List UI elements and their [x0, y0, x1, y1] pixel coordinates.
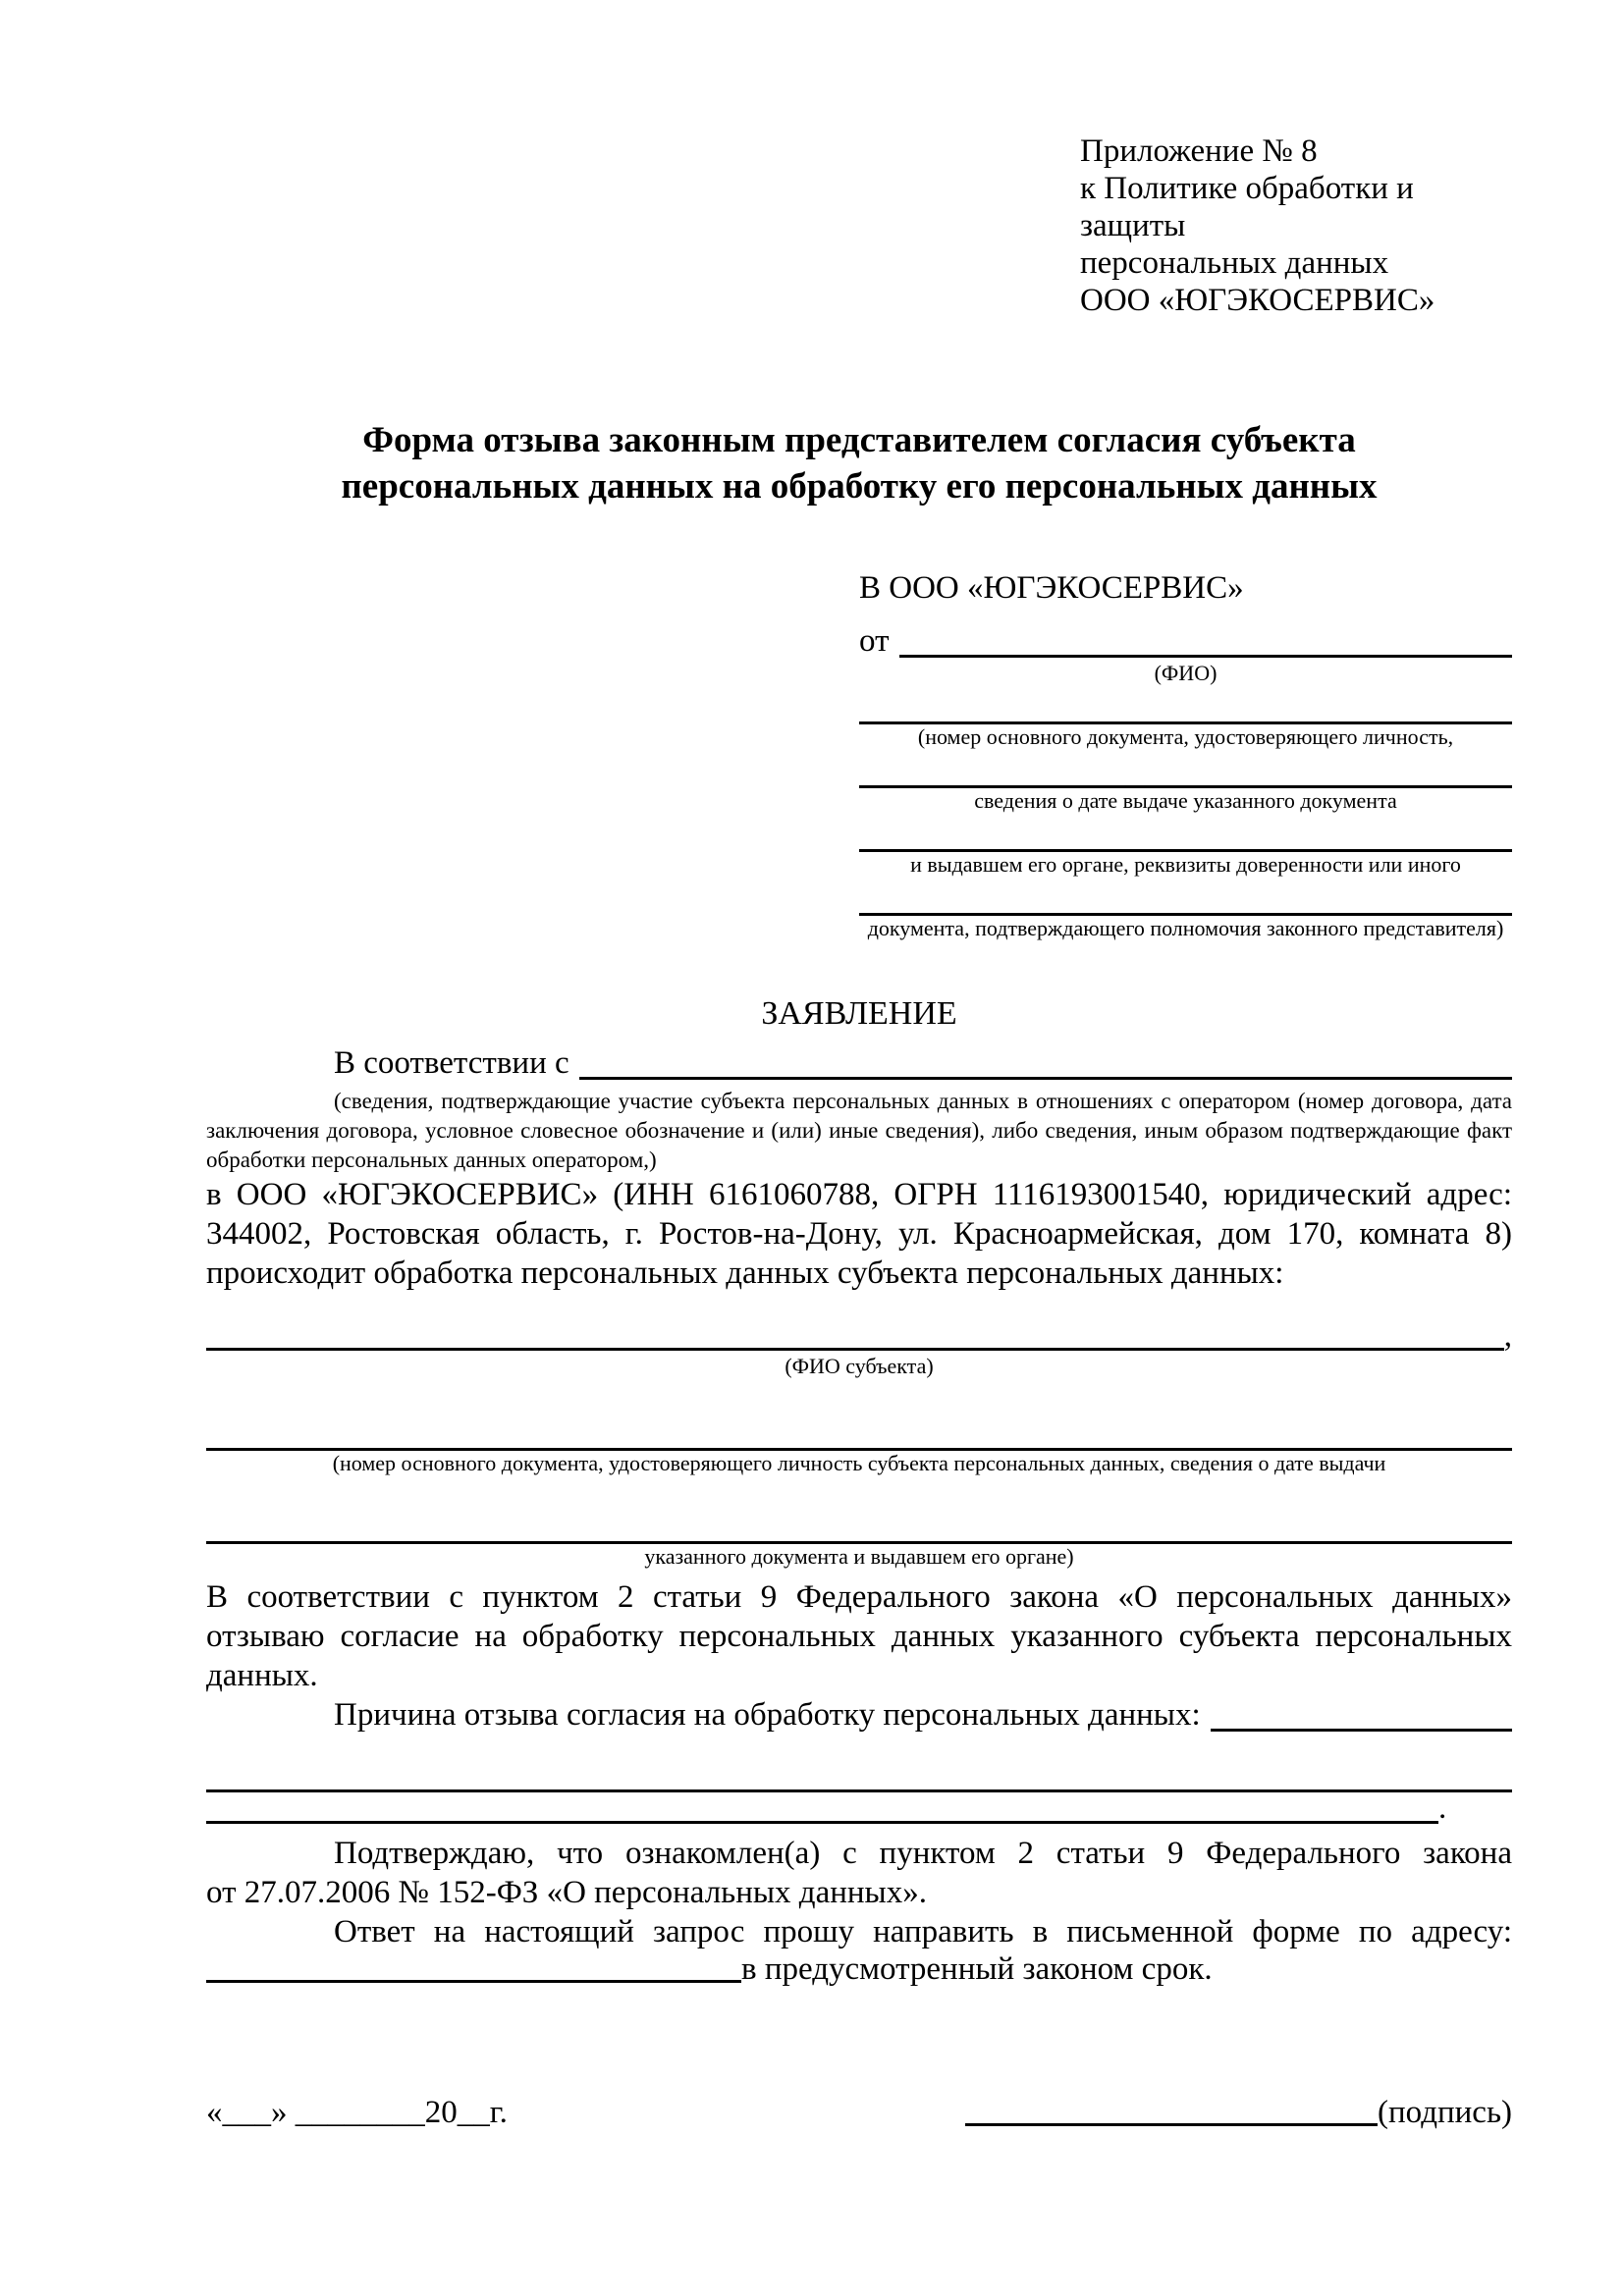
doc-info-field-2[interactable] [859, 760, 1512, 788]
from-label: от [859, 623, 890, 659]
reason-extra-field-1[interactable] [206, 1764, 1512, 1792]
appendix-line: персональных данных [1080, 245, 1389, 281]
addressee-to: В ООО «ЮГЭКОСЕРВИС» [859, 570, 1244, 606]
reply-address-row [206, 1951, 1512, 1987]
statement-heading: ЗАЯВЛЕНИЕ [761, 995, 957, 1032]
doc-info-caption-1: (номер основного документа, удостоверяющего личность, [917, 724, 1454, 749]
doc-info-field-4[interactable] [859, 887, 1512, 916]
signature-group [965, 2093, 1512, 2132]
smallprint-line: обработки персональных данных оператором,) [206, 1148, 657, 1172]
signature-field[interactable] [965, 2123, 1378, 2126]
reply-address-paragraph [206, 1912, 1512, 1987]
subject-name-field[interactable] [206, 1318, 1504, 1351]
confirmation-paragraph [206, 1834, 1512, 1912]
subject-doc-field-1[interactable] [206, 1418, 1512, 1451]
trailing-comma: , [1503, 1318, 1512, 1354]
withdrawal-paragraph [206, 1577, 1512, 1695]
signature-caption: (подпись) [1378, 2095, 1512, 2130]
doc-info-field-3[interactable] [859, 824, 1512, 852]
subject-doc-field-2[interactable] [206, 1512, 1512, 1544]
appendix-line: к Политике обработки и защиты [1080, 171, 1414, 243]
reason-row [206, 1695, 1512, 1735]
smallprint-line: (сведения, подтверждающие участие субъекта персональных данных в отношениях с оператором (номер договора, дата [334, 1089, 1512, 1113]
fio-caption: (ФИО) [1154, 661, 1218, 685]
paragraph-line: в ООО «ЮГЭКОСЕРВИС» (ИНН 6161060788, ОГРН 1116193001540, юридический адрес: [206, 1177, 1512, 1212]
paragraph-line: от 27.07.2006 № 152-ФЗ «О персональных данных». [206, 1875, 927, 1910]
reason-extra-field-2[interactable] [206, 1792, 1438, 1824]
doc-info-caption-2: сведения о дате выдаче указанного документа [974, 788, 1397, 813]
reply-address-field[interactable] [206, 1951, 741, 1983]
trailing-period: . [1438, 1790, 1447, 1826]
reply-suffix: в предусмотренный законом срок. [741, 1951, 1213, 1987]
basis-prefix: В соответствии с [334, 1045, 569, 1081]
paragraph-line: данных. [206, 1658, 318, 1693]
paragraph-line: отзываю согласие на обработку персональных данных указанного субъекта персональных [206, 1619, 1512, 1654]
paragraph-line: Ответ на настоящий запрос прошу направить в письменной форме по адресу: [334, 1914, 1512, 1949]
operator-paragraph [206, 1175, 1512, 1293]
basis-row [206, 1043, 1512, 1083]
doc-info-caption-4: документа, подтверждающего полномочия законного представителя) [867, 916, 1504, 940]
appendix-line: Приложение № 8 [1080, 133, 1318, 169]
paragraph-line: В соответствии с пунктом 2 статьи 9 Федерального закона «О персональных данных» [206, 1579, 1512, 1615]
date-field[interactable]: «___» ________20__г. [206, 2095, 508, 2130]
document-title-line: Форма отзыва законным представителем согласия субъекта [362, 420, 1356, 460]
reason-label: Причина отзыва согласия на обработку персональных данных: [334, 1697, 1201, 1733]
appendix-note [1080, 133, 1512, 319]
reason-field[interactable] [1211, 1695, 1512, 1732]
paragraph-line: Подтверждаю, что ознакомлен(а) с пунктом 2 статьи 9 Федерального закона [334, 1836, 1512, 1871]
addressee-block [859, 568, 1512, 941]
footer-row [206, 2093, 1512, 2132]
subject-doc-caption-2: указанного документа и выдавшем его органе) [644, 1544, 1074, 1569]
reason-extra-row [206, 1792, 1512, 1828]
paragraph-line: происходит обработка персональных данных субъекта персональных данных: [206, 1255, 1284, 1291]
smallprint-line: заключения договора, условное словесное обозначение и (или) иные сведения), либо сведения, иным образом подтверждающие факт [206, 1118, 1512, 1143]
document-title [206, 417, 1512, 509]
doc-info-field-1[interactable] [859, 696, 1512, 724]
from-name-field[interactable] [899, 621, 1513, 658]
subject-name-caption: (ФИО субъекта) [785, 1354, 934, 1378]
subject-doc-caption-1: (номер основного документа, удостоверяющего личность субъекта персональных данных, сведения о дате выдачи [332, 1451, 1386, 1475]
document-title-line: персональных данных на обработку его персональных данных [341, 466, 1378, 507]
basis-field[interactable] [579, 1043, 1512, 1080]
subject-name-row [206, 1318, 1512, 1354]
appendix-line: ООО «ЮГЭКОСЕРВИС» [1080, 283, 1435, 318]
paragraph-line: 344002, Ростовская область, г. Ростов-на-Дону, ул. Красноармейская, дом 170, комната 8) [206, 1216, 1512, 1252]
basis-smallprint [206, 1087, 1512, 1175]
from-row [859, 621, 1512, 661]
doc-info-caption-3: и выдавшем его органе, реквизиты доверенности или иного [910, 852, 1461, 877]
